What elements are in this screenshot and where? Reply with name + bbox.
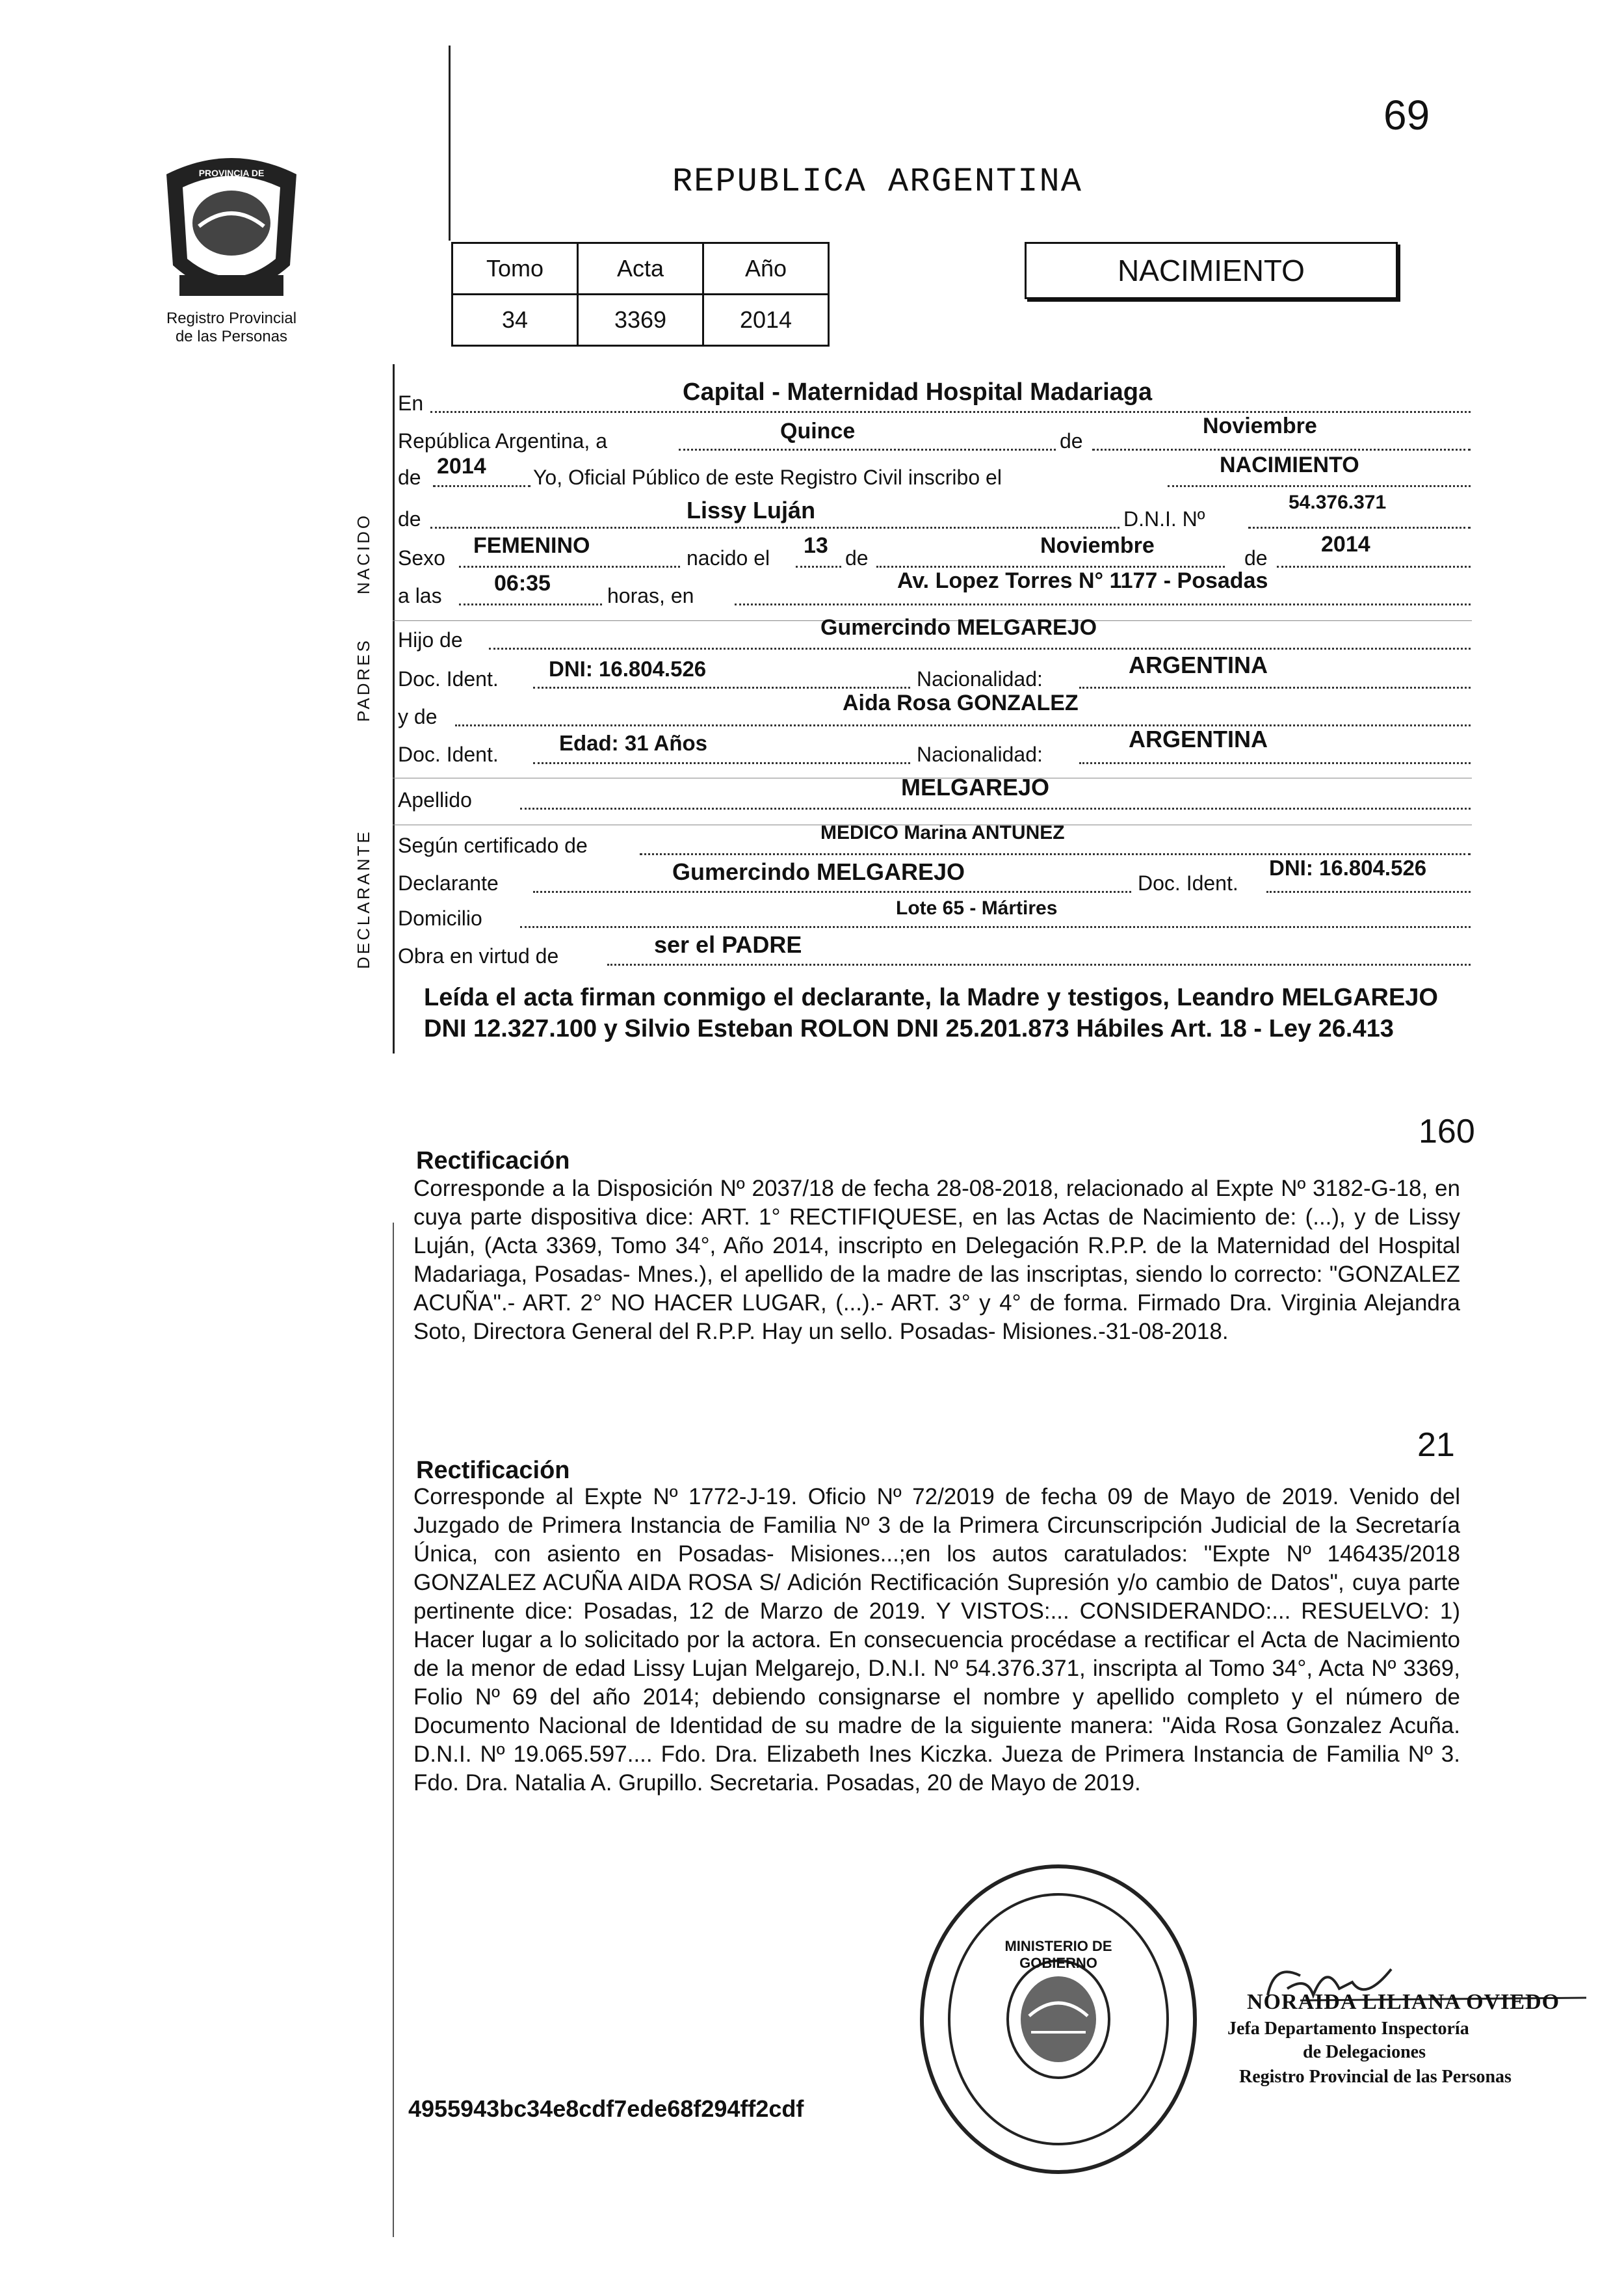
father-name: Gumercindo MELGAREJO (820, 615, 1097, 640)
rect1-text: Corresponde a la Disposición Nº 2037/18 de fecha 28-08-2018, relacionado al Expte Nº 3182-G-18, en cuya parte dispositiva dice: ART. 1° RECTIFIQUESE, en las Actas de Nacimiento de: (...), y de Lissy Luján, (Acta 3369, Tomo 34°, Año 2014, inscripto en Delegación R.P.P. de la Maternidad del Hospital Madariaga, Posadas- Mnes.), el apellido de la madre de las inscriptas, siendo lo correcto: "GONZALEZ ACUÑA".- ART. 2° NO HACER LUGAR, (...).- ART. 3° y 4° de forma. Firmado Dra. Virginia Alejandra Soto, Directora General del R.P.P. Hay un sello. Posadas- Misiones.-31-08-2018. (413, 1176, 1460, 1344)
segun-dots (640, 853, 1471, 855)
a-las-label: a las (398, 584, 442, 607)
month-text: Noviembre (1203, 414, 1317, 438)
birth-time: 06:35 (494, 571, 551, 596)
book-table (451, 242, 830, 347)
anio-value: 2014 (703, 295, 829, 346)
row-en-dots (430, 411, 1471, 413)
margin-rule-lower (393, 1223, 394, 2237)
horas-label: horas, en (607, 584, 694, 607)
birth-year-dots (1277, 566, 1471, 568)
name-dots (430, 527, 1120, 529)
year-value: 2014 (437, 454, 486, 479)
decl-doc-dots (1266, 891, 1471, 893)
hijo-label: Hijo de (398, 628, 463, 652)
mother-nat-dots (1079, 762, 1471, 764)
segun-label: Según certificado de (398, 834, 588, 857)
mother-doc: Edad: 31 Años (559, 731, 707, 755)
decl-doc: DNI: 16.804.526 (1269, 856, 1427, 880)
side-label-padres: PADRES (354, 638, 373, 722)
domicilio-value: Lote 65 - Mártires (896, 897, 1058, 919)
year-dots (433, 485, 530, 487)
acta-label: Acta (578, 243, 703, 295)
dni-label: D.N.I. Nº (1123, 507, 1205, 531)
page-number: 69 (1383, 92, 1430, 139)
tomo-label: Tomo (452, 243, 578, 295)
father-doc-label: Doc. Ident. (398, 667, 499, 691)
sexo-value: FEMENINO (473, 533, 590, 558)
sexo-dots (459, 566, 680, 568)
father-dots (489, 648, 1471, 650)
rect1-number: 160 (1419, 1113, 1475, 1150)
y-de-label: y de (398, 705, 438, 728)
nacido-label: nacido el (687, 546, 770, 570)
sexo-label: Sexo (398, 546, 445, 570)
province-seal (153, 148, 309, 311)
official-stamp (915, 1860, 1201, 2179)
father-nationality: ARGENTINA (1129, 652, 1268, 678)
father-doc-dots (533, 687, 910, 689)
signature-name: NORAIDA LILIANA OVIEDO (1247, 1990, 1560, 2014)
declarante-dots (533, 891, 1131, 893)
row-en-value: Capital - Maternidad Hospital Madariaga (683, 378, 1153, 406)
birth-de2: de (1244, 546, 1268, 570)
mother-name: Aida Rosa GONZALEZ (843, 691, 1079, 715)
mother-doc-label: Doc. Ident. (398, 743, 499, 766)
dni-dots (1248, 527, 1471, 529)
domicilio-label: Domicilio (398, 907, 482, 930)
father-nat-dots (1079, 687, 1471, 689)
tomo-value: 34 (452, 295, 578, 346)
acta-value: 3369 (578, 295, 703, 346)
decl-doc-label: Doc. Ident. (1138, 871, 1238, 895)
seal-label: PROVINCIA DE MISIONES (198, 168, 265, 189)
year-de-label: de (398, 466, 421, 489)
act-type: NACIMIENTO (1220, 453, 1359, 477)
margin-rule-left (393, 364, 395, 1054)
child-dni: 54.376.371 (1289, 492, 1387, 513)
father-nat-label: Nacionalidad: (917, 667, 1043, 691)
birth-place: Av. Lopez Torres N° 1177 - Posadas (897, 568, 1268, 593)
rect1-title: Rectificación (416, 1147, 570, 1174)
place-dots (735, 603, 1471, 605)
birth-day-dots (796, 566, 841, 568)
obra-label: Obra en virtud de (398, 944, 559, 968)
father-doc: DNI: 16.804.526 (549, 657, 707, 681)
signature-line-1: Jefa Departamento Inspectoría (1227, 2019, 1469, 2039)
republica-label: República Argentina, a (398, 429, 607, 453)
apellido-value: MELGAREJO (901, 774, 1050, 801)
margin-rule (449, 46, 451, 241)
anio-label: Año (703, 243, 829, 295)
closing-statement: Leída el acta firman conmigo el declarante, la Madre y testigos, Leandro MELGAREJO DNI 12.327.100 y Silvio Esteban ROLON DNI 25.201.873 Hábiles Art. 18 - Ley 26.413 (424, 984, 1438, 1042)
birth-month: Noviembre (1040, 533, 1155, 558)
mother-doc-dots (533, 762, 910, 764)
doc-type: NACIMIENTO (1118, 254, 1305, 287)
obra-value: ser el PADRE (654, 931, 802, 958)
birth-year: 2014 (1321, 532, 1370, 557)
mother-dots (455, 724, 1471, 726)
child-name: Lissy Luján (687, 497, 816, 524)
name-de-label: de (398, 507, 421, 531)
document-title: REPUBLICA ARGENTINA (672, 163, 1082, 201)
domicilio-dots (520, 926, 1471, 928)
document-hash: 4955943bc34e8cdf7ede68f294ff2cdf (408, 2095, 804, 2122)
time-dots (459, 603, 602, 605)
declarante-value: Gumercindo MELGAREJO (672, 858, 965, 885)
birth-day: 13 (804, 533, 828, 558)
certificado-value: MEDICO Marina ANTUNEZ (820, 822, 1065, 843)
apellido-dots (520, 808, 1471, 810)
birth-de1: de (845, 546, 869, 570)
stamp-inner-text: MINISTERIO DE GOBIERNO (1004, 1938, 1112, 1971)
obra-dots (607, 964, 1471, 966)
mother-nationality: ARGENTINA (1129, 726, 1268, 752)
rect2-text: Corresponde al Expte Nº 1772-J-19. Oficio Nº 72/2019 de fecha 09 de Mayo de 2019. Venido del Juzgado de Primera Instancia de Familia Nº 3 de la Primera Circunscripción Judicial de la Secretaría Única, con asiento en Posadas- Misiones...;en los autos caratulados: "Expte Nº 146435/2018 GONZALEZ ACUÑA AIDA ROSA S/ Adición Rectificación Supresión y/o cambio de Datos", cuya parte pertinente dice: Posadas, 12 de Marzo de 2019. Y VISTOS:... CONSIDERANDO:... RESUELVO: 1) Hacer lugar a lo solicitado por la actora. En consecuencia procédase a rectificar el Acta de Nacimiento de la menor de edad Lissy Lujan Melgarejo, D.N.I. Nº 54.376.371, inscripta al Tomo 34°, Acta Nº 3369, Folio Nº 69 del año 2014; debiendo consignarse el nombre y apellido completo y el número de Documento Nacional de Identidad de su madre de la siguiente manera: "Aida Rosa Gonzalez Acuña. D.N.I. Nº 19.065.597.... Fdo. Dra. Elizabeth Ines Kiczka. Jueza de Primera Instancia de Familia Nº 3. Fdo. Dra. Natalia A. Grupillo. Secretaria. Posadas, 20 de Mayo de 2019. (413, 1484, 1460, 1796)
side-label-declarante: DECLARANTE (354, 829, 373, 969)
birth-month-dots (876, 566, 1225, 568)
mother-nat-label: Nacionalidad: (917, 743, 1043, 766)
signature-line-2: de Delegaciones (1303, 2042, 1426, 2062)
month-de-label: de (1060, 429, 1083, 453)
registry-line-2: de las Personas (175, 328, 288, 345)
row-en-label: En (398, 391, 424, 415)
side-label-nacido: NACIDO (354, 512, 373, 594)
day-text: Quince (780, 419, 856, 444)
declarante-label: Declarante (398, 871, 499, 895)
rect2-title: Rectificación (416, 1457, 570, 1484)
republica-dots-2 (1092, 449, 1471, 451)
signature-line-3: Registro Provincial de las Personas (1239, 2067, 1512, 2087)
oficial-text: Yo, Oficial Público de este Registro Civil inscribo el (533, 466, 1002, 489)
doc-type-box (1025, 242, 1398, 299)
registry-line-1: Registro Provincial (166, 310, 297, 327)
apellido-label: Apellido (398, 788, 472, 812)
republica-dots-1 (679, 449, 1056, 451)
act-type-dots (1168, 485, 1471, 487)
rect2-number: 21 (1417, 1426, 1455, 1464)
